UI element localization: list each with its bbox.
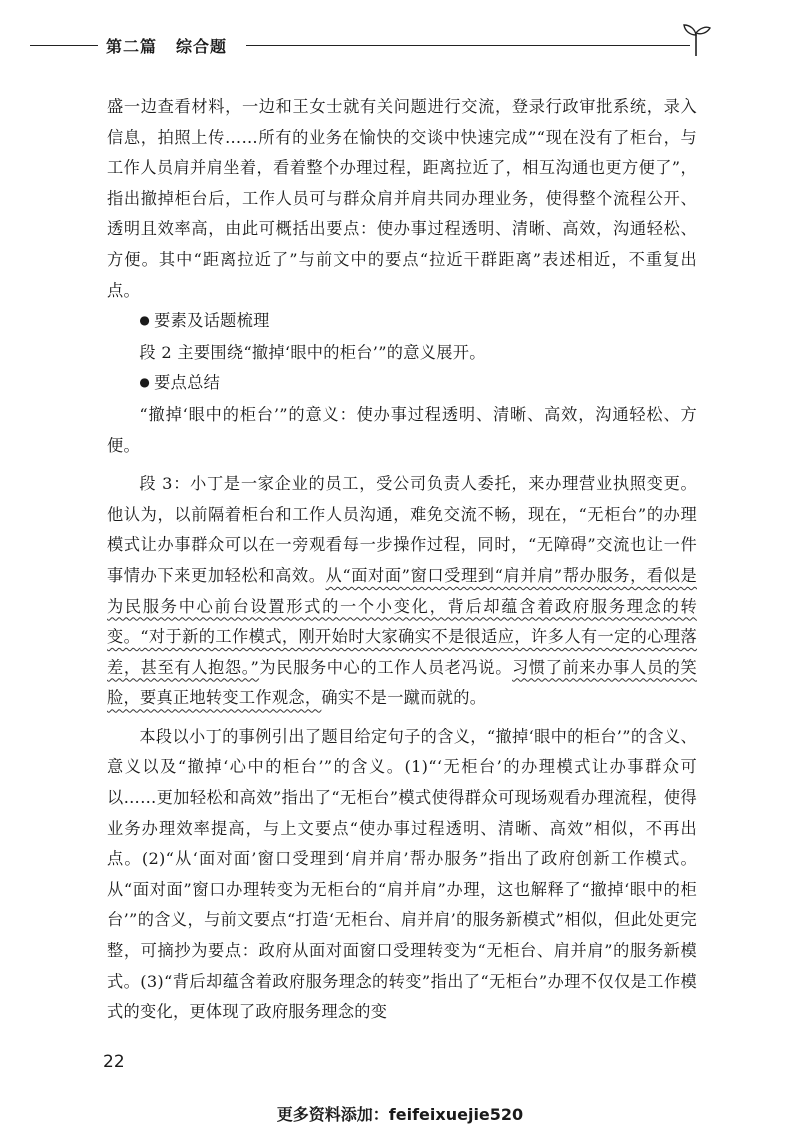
paragraph-4-text-a: 段 3：小丁是一家企业的员工，受公司负责人委托，来办理营业执照变更。他认为，以前隔着柜台和工作人员沟通，难免交流不畅，现在，“无柜台”的办理模式让办事群众可以在一旁观看每一步操作过程，同时，“无障碍”交流也让一件事情办下来更加轻松和高效。 [107, 474, 697, 585]
page-body [107, 92, 697, 1028]
paragraph-5: 本段以小丁的事例引出了题目给定句子的含义，“撤掉‘眼中的柜台’”的含义、意义以及“撤掉‘心中的柜台’”的含义。(1)“‘无柜台’的办理模式让办事群众可以……更加轻松和高效”指出了“无柜台”模式使得群众可现场观看办理流程，使得业务办理效率提高，与上文要点“使办事过程透明、清晰、高效”相似，不再出点。(2)“从‘面对面’窗口受理到‘肩并肩’帮办服务”指出了政府创新工作模式。从“面对面”窗口办理转变为无柜台的“肩并肩”办理，这也解释了“撤掉‘眼中的柜台’”的含义，与前文要点“打造‘无柜台、肩并肩’的服务新模式”相似，但此处更完整，可摘抄为要点：政府从面对面窗口受理转变为“无柜台、肩并肩”的服务新模式。(3)“背后却蕴含着政府服务理念的转变”指出了“无柜台”办理不仅仅是工作模式的变化，更体现了政府服务理念的变 [107, 726, 697, 1022]
paragraph-1: 盛一边查看材料，一边和王女士就有关问题进行交流，登录行政审批系统，录入信息，拍照上传……所有的业务在愉快的交谈中快速完成”“现在没有了柜台，与工作人员肩并肩坐着，看着整个办理过程，距离拉近了，相互沟通也更方便了”，指出撤掉柜台后，工作人员可与群众肩并肩共同办理业务，使得整个流程公开、透明且效率高，由此可概括出要点：使办事过程透明、清晰、高效，沟通轻松、方便。其中“距离拉近了”与前文中的要点“拉近干群距离”表述相近，不重复出点。 [107, 97, 697, 300]
header-section-label: 综合题 [176, 37, 228, 56]
paragraph-2: 段 2 主要围绕“撤掉‘眼中的柜台’”的意义展开。 [139, 342, 486, 362]
header-rule-right [246, 45, 690, 46]
paragraph-4-underline-3: 习惯了前来办事人员的笑脸，要真正地转变工作观念， [107, 657, 697, 708]
sprout-icon [676, 18, 716, 58]
paragraph-4-text-c: 确实不是一蹴而就的。 [321, 688, 487, 708]
paragraph-4 [107, 469, 697, 714]
paragraph-4-underline-1: 从“面对面”窗口受理到“肩并肩”帮办服务，看似是为民服务中心前台设置形式的一个小变化，背后却蕴含着政府服务理念的转变。 [107, 565, 697, 647]
paragraph-4-text-b: 为民服务中心的工作人员老冯说。 [259, 657, 513, 677]
page-number: 22 [103, 1052, 125, 1072]
footer-note: 更多资料添加：feifeixuejie520 [276, 1105, 524, 1124]
paragraph-3: “撤掉‘眼中的柜台’”的意义：使办事过程透明、清晰、高效，沟通轻松、方便。 [107, 404, 697, 455]
header-rule-left [30, 45, 98, 46]
section-heading-elements: ● 要素及话题梳理 [107, 306, 697, 338]
section-heading-summary: ● 要点总结 [107, 368, 697, 400]
paragraph-4-underline-2: “对于新的工作模式，刚开始时大家确实不是很适应，许多人有一定的心理落差，甚至有人抱怨。” [107, 627, 697, 677]
header-part-label: 第二篇 [106, 37, 158, 56]
running-header [30, 34, 750, 56]
